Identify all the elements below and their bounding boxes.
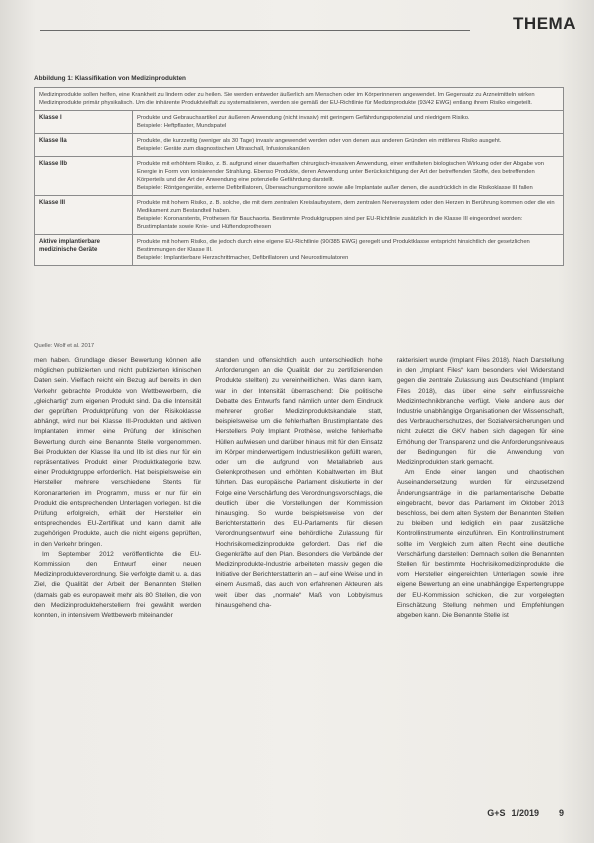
row-text: Produkte mit hohem Risiko, die jedoch durch eine eigene EU-Richtlinie (90/385 EWG) geregelt und Produktklasse entspricht hinsichtlich der gesetzlichen Bestimmungen der Klasse III. (137, 239, 530, 254)
row-description (133, 157, 563, 195)
table-row (35, 157, 563, 196)
paragraph: Am Ende einer langen und chaotischen Auseinandersetzung wurden für einzusetzend Änderungsanträge in die parlamentarische Debatte eingebracht, bevor das Parlament im Oktober 2013 beschloss, bei dem alten System der Benannten Stellen zu bleiben und lediglich ein paar zusätzliche Kontrollinstrumente einzuführen. Ein Kontrollinstrument sollte im Vergleich zum alten Recht eine deutliche Verschärfung darstellen: Demnach sollen die Benannten Stellen für bestimmte Hochrisikomedizinprodukte die vom Hersteller eingereichten Unterlagen sowie ihre eigene Bewertung an eine unabhängige Expertengruppe der EU-Kommission schicken, die zur vorgelegten Einschätzung Stellung nehmen und Empfehlungen abgeben kann. Die Benannte Stelle ist (396, 469, 564, 620)
row-description (133, 134, 563, 156)
row-example: Beispiele: Heftpflaster, Mundspatel (137, 123, 227, 130)
paragraph: rakterisiert wurde (Implant Files 2018). Nach Darstellung in den „Implant Files“ kam besonders viel Widerstand gegen die zentrale Zulassung aus Deutschland (Implant Files 2018), das über eine sehr einflussreiche Medizintechnikbranche verfügt. Viele andere aus der Industrie unabhängige Organisationen der Wissenschaft, des Verbraucherschutzes, der Sozialversicherungen und nicht zuletzt die GKV haben sich dagegen für eine Erhöhung der Transparenz und die Anforderungsniveaus der Bedingungen für die Anwendung von Medizinprodukten stark gemacht. (396, 357, 564, 467)
row-label: Aktive implantierbare medizinische Geräte (35, 235, 133, 265)
header-rule (40, 30, 470, 31)
row-example: Beispiele: Röntgengeräte, externe Defibrillatoren, Überwachungsmonitore sowie alle Implantate außer denen, die ausdrücklich in die Risikoklasse III fallen (137, 185, 533, 192)
row-label: Klasse IIa (35, 134, 133, 156)
paragraph: Im September 2012 veröffentlichte die EU-Kommission den Entwurf einer neuen Medizinprodukteverordnung. Sie verfolgte damit u. a. das Ziel, die Qualität der Arbeit der Benannten Stellen (damals gab es europaweit mehr als 80 Stellen, die von den Medizinprodukteherstellern frei gewählt werden konnten, in intensivem Wettbewerb miteinander (34, 550, 202, 620)
row-description (133, 196, 563, 234)
body-columns (34, 356, 564, 784)
page-footer (487, 808, 564, 818)
journal-name: G+S (487, 808, 506, 818)
row-example: Beispiele: Geräte zum diagnostischen Ultraschall, Infusionskanülen (137, 146, 310, 153)
classification-table (34, 87, 564, 266)
text-column-1 (34, 356, 201, 784)
row-example: Beispiele: Implantierbare Herzschrittmacher, Defibrillatoren und Neurostimulatoren (137, 255, 349, 262)
row-text: Produkte mit erhöhtem Risiko, z. B. aufgrund einer dauerhaften chirurgisch-invasiven Anwendung, einer entfalteten biologischen Wirkung oder der Abgabe von Energie in Form von ionisierender Strahlung. Ebenso Produkte, deren Anwendung unter Berücksichtigung der Art der betreffenden Stoffe, des betreffenden Körperteils und der Art der Anwendung eine potenzielle Gefährdung darstellt. (137, 161, 544, 184)
row-label: Klasse IIb (35, 157, 133, 195)
figure-title: Abbildung 1: Klassifikation von Medizinprodukten (34, 75, 186, 82)
page-number: 9 (558, 808, 564, 818)
table-row (35, 196, 563, 235)
table-intro: Medizinprodukte sollen helfen, eine Krankheit zu lindern oder zu heilen. Sie werden entweder äußerlich am Menschen oder im Körperinneren angewendet. Im Gegensatz zu Arzneimitteln wirken Medizinprodukte primär physikalisch. Um die inhärente Produktvielfalt zu systematisieren, werden sie gemäß der EU-Richtlinie für Medizinprodukte (93/42 EWG) entlang ihrem Risiko eingeteilt. (35, 88, 563, 111)
row-text: Produkte und Gebrauchsartikel zur äußeren Anwendung (nicht invasiv) mit geringem Gefährdungspotenzial und niedrigem Risiko. (137, 115, 470, 122)
text-column-3 (397, 356, 564, 784)
table-row (35, 235, 563, 265)
row-label: Klasse III (35, 196, 133, 234)
row-text: Produkte mit hohem Risiko, z. B. solche, die mit dem zentralen Kreislaufsystem, dem zentralen Nervensystem oder den Herzen in Berührung kommen oder die ein Medikament zum Bestandteil haben. (137, 200, 555, 215)
section-label: THEMA (513, 14, 576, 33)
table-row (35, 111, 563, 134)
figure-source: Quelle: Wolf et al. 2017 (34, 343, 95, 349)
journal-issue: 1/2019 (511, 808, 539, 818)
paragraph: men haben. Grundlage dieser Bewertung können alle möglichen publizierten und nicht publizierten klinischen Daten sein. Vielfach reicht ein Bezug auf bereits in den Verkehr gebrachte Produkte von Wettbewerbern, die „gleichartig“ zum eigenen Produkt sind. Da die Intensität der geprüften Produktprüfung von der Risikoklasse abhängt, wird nur bei Klasse III-Produkten und aktiven Implantaten immer eine Prüfung der klinischen Bewertung durch eine Benannte Stelle vorgenommen. Bei Produkten der Klasse IIa und IIb ist dies nur für ein repräsentatives Produkt einer Produktkategorie bzw. einer Produktgruppe erforderlich. Hat beispielsweise ein Hersteller mehrere verschiedene Stents für Koronararterien im Programm, muss er nur für ein Produkt die entsprechenden Unterlagen vorlegen. Ist die Prüfung erfolgreich, erhält der Hersteller ein entsprechendes EU-Zertifikat und kann damit alle zugehörigen Produkte, auch die nicht eigens geprüften, in den Verkehr bringen. (34, 357, 202, 548)
text-column-2 (215, 356, 382, 784)
row-text: Produkte, die kurzzeitig (weniger als 30 Tage) invasiv angewendet werden oder von denen aus anderen Gründen ein mittleres Risiko ausgeht. (137, 138, 502, 145)
row-description (133, 111, 563, 133)
row-example: Beispiele: Koronarstents, Prothesen für Bauchaorta. Bestimmte Produktgruppen sind per EU-Richtlinie zusätzlich in die Klasse III eingeordnet worden: Brustimplantate sowie Knie- und Hüftendoprothesen (137, 216, 523, 231)
paragraph: standen und offensichtlich auch unterschiedlich hohe Anforderungen an die Qualität der zu zertifizierenden Produkte stellten) zu vereinheitlichen. Was dann kam, war in der Intensität überraschend: Die politische Debatte des Entwurfs fand nämlich unter dem Eindruck mehrerer großer Medizinproduktskandale statt, beispielsweise um die fehlerhaften Brustimplantate des Herstellers Poly Implant Prothèse, welche fehlerhafte Hüllen aufwiesen und darüber hinaus mit für den Einsatz im Körper minderwertigem Industriesilikon gefüllt waren, oder um die aufgrund von Metallabrieb aus Gelenkprothesen und erhöhten Kobaltwerten im Blut führten. Das europäische Parlament diskutierte in der Folge eine Verschärfung des Verordnungsvorschlags, die deutlich über die Vorstellungen der Kommission hinausging. So wurde beispielsweise von der Berichterstatterin des EU-Parlaments für diesen Verordnungsentwurf eine behördliche Zulassung für Hochrisikomedizinprodukte gefordert. Das rief die Gegenkräfte auf den Plan. Besonders die Verbände der Medizinprodukte-Industrie arbeiteten massiv gegen die Initiative der Berichterstatterin an – auf eine Weise und in einem Ausmaß, das auch von erfahrenen Akteuren als weit über das „normale“ Maß von Lobbyismus hinausgehend cha- (215, 357, 383, 609)
row-label: Klasse I (35, 111, 133, 133)
row-description (133, 235, 563, 265)
table-row (35, 134, 563, 157)
